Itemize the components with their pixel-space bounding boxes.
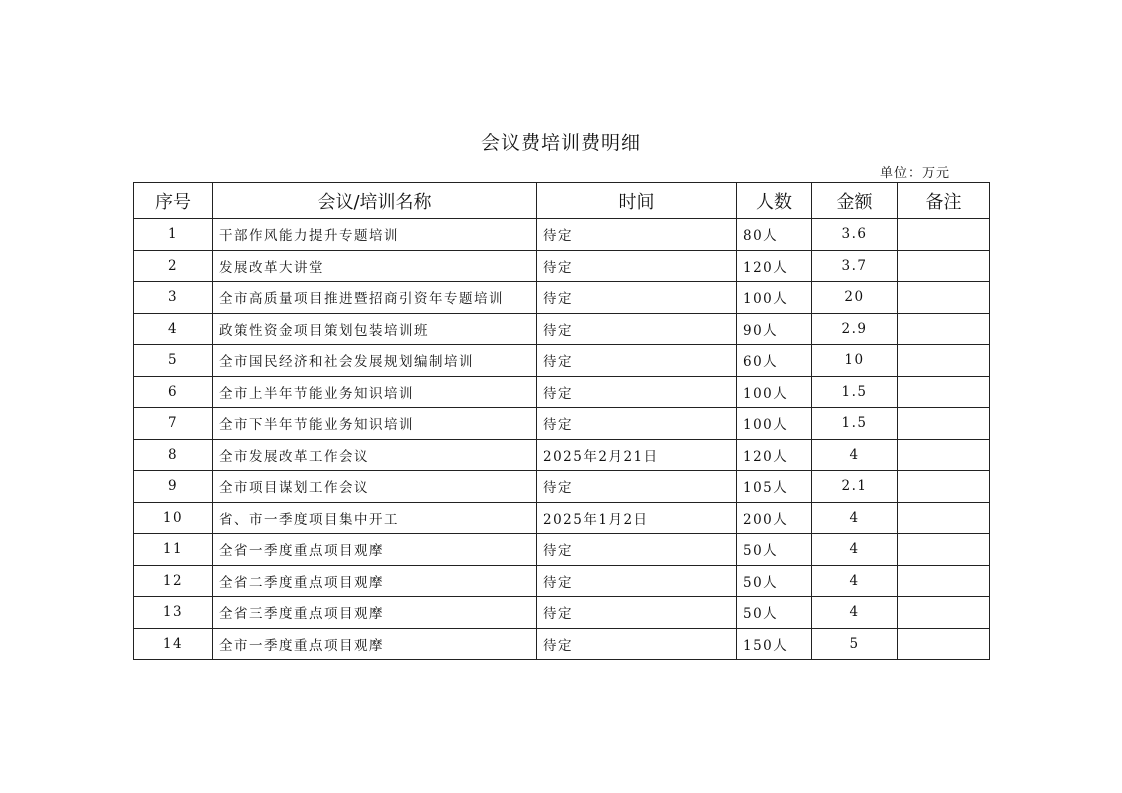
header-people: 人数 — [737, 183, 812, 219]
cell-name: 全市上半年节能业务知识培训 — [213, 376, 537, 408]
cell-index: 10 — [134, 502, 213, 534]
cell-time: 待定 — [537, 628, 737, 660]
table-row — [134, 502, 990, 534]
cell-name: 干部作风能力提升专题培训 — [213, 219, 537, 251]
cell-remark — [898, 471, 990, 503]
cell-people: 100人 — [737, 282, 812, 314]
header-remark: 备注 — [898, 183, 990, 219]
header-index: 序号 — [134, 183, 213, 219]
cell-remark — [898, 219, 990, 251]
table-row — [134, 597, 990, 629]
cell-name: 全省二季度重点项目观摩 — [213, 565, 537, 597]
table-row — [134, 219, 990, 251]
cell-name: 全市高质量项目推进暨招商引资年专题培训 — [213, 282, 537, 314]
header-amount: 金额 — [812, 183, 898, 219]
cell-people: 50人 — [737, 534, 812, 566]
cell-people: 150人 — [737, 628, 812, 660]
cell-time: 待定 — [537, 345, 737, 377]
table-row — [134, 628, 990, 660]
cell-people: 100人 — [737, 376, 812, 408]
cell-index: 4 — [134, 313, 213, 345]
cell-remark — [898, 565, 990, 597]
cell-people: 50人 — [737, 565, 812, 597]
cell-amount: 2.1 — [812, 471, 898, 503]
header-name: 会议/培训名称 — [213, 183, 537, 219]
cell-time: 待定 — [537, 408, 737, 440]
cell-index: 3 — [134, 282, 213, 314]
table-row — [134, 376, 990, 408]
cell-people: 100人 — [737, 408, 812, 440]
cell-amount: 20 — [812, 282, 898, 314]
table-row — [134, 471, 990, 503]
cell-amount: 4 — [812, 565, 898, 597]
cell-remark — [898, 282, 990, 314]
cell-time: 待定 — [537, 534, 737, 566]
cell-name: 全市下半年节能业务知识培训 — [213, 408, 537, 440]
cell-index: 12 — [134, 565, 213, 597]
cell-index: 13 — [134, 597, 213, 629]
cell-index: 8 — [134, 439, 213, 471]
cell-amount: 3.6 — [812, 219, 898, 251]
cell-remark — [898, 376, 990, 408]
cell-time: 待定 — [537, 282, 737, 314]
cell-time: 待定 — [537, 313, 737, 345]
cell-time: 待定 — [537, 597, 737, 629]
cell-people: 120人 — [737, 439, 812, 471]
cell-people: 105人 — [737, 471, 812, 503]
cell-amount: 1.5 — [812, 408, 898, 440]
cell-people: 60人 — [737, 345, 812, 377]
cell-remark — [898, 408, 990, 440]
cell-amount: 10 — [812, 345, 898, 377]
cell-time: 待定 — [537, 376, 737, 408]
cell-amount: 1.5 — [812, 376, 898, 408]
header-time: 时间 — [537, 183, 737, 219]
cell-time: 待定 — [537, 250, 737, 282]
cell-people: 80人 — [737, 219, 812, 251]
cell-remark — [898, 502, 990, 534]
cell-index: 9 — [134, 471, 213, 503]
cell-name: 全省一季度重点项目观摩 — [213, 534, 537, 566]
cell-amount: 3.7 — [812, 250, 898, 282]
cell-time: 2025年2月21日 — [537, 439, 737, 471]
cell-amount: 4 — [812, 597, 898, 629]
cell-name: 发展改革大讲堂 — [213, 250, 537, 282]
cell-name: 全市国民经济和社会发展规划编制培训 — [213, 345, 537, 377]
document-title: 会议费培训费明细 — [480, 132, 641, 154]
cell-index: 1 — [134, 219, 213, 251]
cell-index: 7 — [134, 408, 213, 440]
table-row — [134, 565, 990, 597]
cell-remark — [898, 628, 990, 660]
unit-note: 单位：万元 — [879, 166, 950, 181]
table-row — [134, 313, 990, 345]
cell-name: 省、市一季度项目集中开工 — [213, 502, 537, 534]
cell-amount: 4 — [812, 534, 898, 566]
cell-name: 政策性资金项目策划包装培训班 — [213, 313, 537, 345]
cell-people: 120人 — [737, 250, 812, 282]
cell-index: 5 — [134, 345, 213, 377]
cell-remark — [898, 534, 990, 566]
fee-table — [133, 182, 990, 660]
cell-time: 2025年1月2日 — [537, 502, 737, 534]
cell-remark — [898, 439, 990, 471]
cell-index: 6 — [134, 376, 213, 408]
cell-name: 全省三季度重点项目观摩 — [213, 597, 537, 629]
cell-amount: 4 — [812, 439, 898, 471]
table-row — [134, 439, 990, 471]
cell-amount: 2.9 — [812, 313, 898, 345]
cell-index: 11 — [134, 534, 213, 566]
cell-remark — [898, 313, 990, 345]
cell-time: 待定 — [537, 219, 737, 251]
cell-name: 全市发展改革工作会议 — [213, 439, 537, 471]
table-row — [134, 534, 990, 566]
cell-index: 14 — [134, 628, 213, 660]
table-row — [134, 408, 990, 440]
table-header-row — [134, 183, 990, 219]
cell-people: 90人 — [737, 313, 812, 345]
cell-amount: 5 — [812, 628, 898, 660]
table-row — [134, 282, 990, 314]
cell-name: 全市一季度重点项目观摩 — [213, 628, 537, 660]
cell-amount: 4 — [812, 502, 898, 534]
table-row — [134, 250, 990, 282]
cell-time: 待定 — [537, 471, 737, 503]
cell-people: 50人 — [737, 597, 812, 629]
cell-remark — [898, 250, 990, 282]
cell-remark — [898, 345, 990, 377]
cell-index: 2 — [134, 250, 213, 282]
cell-people: 200人 — [737, 502, 812, 534]
cell-time: 待定 — [537, 565, 737, 597]
cell-name: 全市项目谋划工作会议 — [213, 471, 537, 503]
table-row — [134, 345, 990, 377]
cell-remark — [898, 597, 990, 629]
